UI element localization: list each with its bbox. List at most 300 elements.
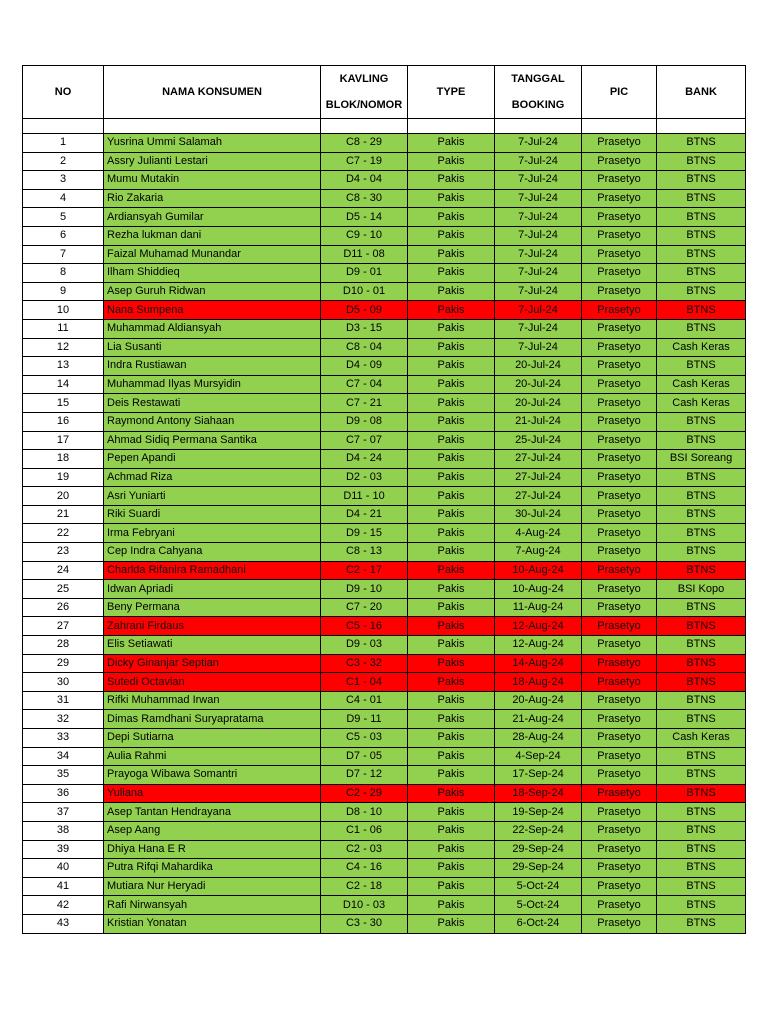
spacer-row — [23, 119, 746, 134]
cell-type: Pakis — [408, 394, 495, 413]
cell-nama-konsumen: Pepen Apandi — [104, 450, 321, 469]
cell-type: Pakis — [408, 803, 495, 822]
table-row — [23, 189, 746, 208]
cell-kavling: D7 - 05 — [321, 747, 408, 766]
cell-kavling: C9 - 10 — [321, 226, 408, 245]
cell-no: 28 — [23, 636, 104, 655]
cell-type: Pakis — [408, 617, 495, 636]
cell-no: 4 — [23, 189, 104, 208]
cell-kavling: C3 - 32 — [321, 654, 408, 673]
cell-nama-konsumen: Achmad Riza — [104, 468, 321, 487]
cell-kavling: C7 - 07 — [321, 431, 408, 450]
cell-bank: BTNS — [657, 264, 746, 283]
table-row — [23, 580, 746, 599]
cell-nama-konsumen: Asep Aang — [104, 821, 321, 840]
cell-no: 22 — [23, 524, 104, 543]
cell-type: Pakis — [408, 561, 495, 580]
cell-pic: Prasetyo — [582, 747, 657, 766]
cell-pic: Prasetyo — [582, 264, 657, 283]
cell-type: Pakis — [408, 245, 495, 264]
table-row — [23, 896, 746, 915]
cell-tanggal-booking: 11-Aug-24 — [495, 598, 582, 617]
cell-kavling: C8 - 29 — [321, 134, 408, 153]
cell-kavling: D2 - 03 — [321, 468, 408, 487]
cell-tanggal-booking: 27-Jul-24 — [495, 450, 582, 469]
header-kavling-line2: BLOK/NOMOR — [325, 99, 403, 111]
cell-type: Pakis — [408, 450, 495, 469]
table-row — [23, 450, 746, 469]
cell-tanggal-booking: 12-Aug-24 — [495, 636, 582, 655]
cell-bank: BTNS — [657, 431, 746, 450]
cell-bank: BSI Soreang — [657, 450, 746, 469]
table-row — [23, 710, 746, 729]
cell-no: 20 — [23, 487, 104, 506]
cell-type: Pakis — [408, 431, 495, 450]
table-row — [23, 319, 746, 338]
cell-tanggal-booking: 7-Jul-24 — [495, 152, 582, 171]
header-type: TYPE — [408, 66, 495, 119]
header-tanggal-line1: TANGGAL — [511, 73, 565, 85]
cell-no: 40 — [23, 859, 104, 878]
cell-no: 19 — [23, 468, 104, 487]
cell-kavling: D9 - 11 — [321, 710, 408, 729]
cell-tanggal-booking: 4-Aug-24 — [495, 524, 582, 543]
cell-pic: Prasetyo — [582, 505, 657, 524]
cell-kavling: D4 - 09 — [321, 357, 408, 376]
cell-pic: Prasetyo — [582, 412, 657, 431]
cell-no: 26 — [23, 598, 104, 617]
cell-type: Pakis — [408, 766, 495, 785]
cell-bank: Cash Keras — [657, 338, 746, 357]
cell-pic: Prasetyo — [582, 840, 657, 859]
cell-tanggal-booking: 20-Jul-24 — [495, 375, 582, 394]
table-row — [23, 691, 746, 710]
cell-kavling: C3 - 30 — [321, 914, 408, 933]
spacer-cell — [408, 119, 495, 134]
cell-tanggal-booking: 21-Aug-24 — [495, 710, 582, 729]
cell-kavling: C7 - 19 — [321, 152, 408, 171]
cell-no: 39 — [23, 840, 104, 859]
cell-no: 1 — [23, 134, 104, 153]
table-row — [23, 431, 746, 450]
cell-tanggal-booking: 21-Jul-24 — [495, 412, 582, 431]
cell-type: Pakis — [408, 487, 495, 506]
cell-type: Pakis — [408, 524, 495, 543]
cell-bank: BTNS — [657, 487, 746, 506]
cell-tanggal-booking: 20-Jul-24 — [495, 394, 582, 413]
cell-bank: BTNS — [657, 710, 746, 729]
cell-pic: Prasetyo — [582, 710, 657, 729]
cell-pic: Prasetyo — [582, 394, 657, 413]
cell-tanggal-booking: 7-Jul-24 — [495, 264, 582, 283]
header-row — [23, 66, 746, 119]
cell-bank: BTNS — [657, 654, 746, 673]
cell-bank: BTNS — [657, 784, 746, 803]
table-row — [23, 375, 746, 394]
table-row — [23, 914, 746, 933]
cell-pic: Prasetyo — [582, 450, 657, 469]
cell-no: 7 — [23, 245, 104, 264]
cell-bank: BTNS — [657, 171, 746, 190]
cell-kavling: C7 - 20 — [321, 598, 408, 617]
cell-tanggal-booking: 22-Sep-24 — [495, 821, 582, 840]
cell-nama-konsumen: Yusrina Ummi Salamah — [104, 134, 321, 153]
cell-tanggal-booking: 29-Sep-24 — [495, 840, 582, 859]
cell-pic: Prasetyo — [582, 319, 657, 338]
table-row — [23, 840, 746, 859]
cell-no: 11 — [23, 319, 104, 338]
cell-nama-konsumen: Asep Guruh Ridwan — [104, 282, 321, 301]
cell-type: Pakis — [408, 821, 495, 840]
cell-nama-konsumen: Lia Susanti — [104, 338, 321, 357]
cell-tanggal-booking: 6-Oct-24 — [495, 914, 582, 933]
table-row — [23, 524, 746, 543]
table-row — [23, 245, 746, 264]
cell-tanggal-booking: 7-Aug-24 — [495, 543, 582, 562]
cell-kavling: C5 - 16 — [321, 617, 408, 636]
table-row — [23, 729, 746, 748]
cell-tanggal-booking: 25-Jul-24 — [495, 431, 582, 450]
cell-pic: Prasetyo — [582, 859, 657, 878]
cell-bank: BTNS — [657, 896, 746, 915]
cell-pic: Prasetyo — [582, 357, 657, 376]
cell-kavling: C2 - 29 — [321, 784, 408, 803]
cell-tanggal-booking: 7-Jul-24 — [495, 171, 582, 190]
cell-type: Pakis — [408, 747, 495, 766]
cell-pic: Prasetyo — [582, 208, 657, 227]
cell-type: Pakis — [408, 282, 495, 301]
cell-bank: BTNS — [657, 282, 746, 301]
table-row — [23, 636, 746, 655]
cell-nama-konsumen: Dicky Ginanjar Septian — [104, 654, 321, 673]
cell-no: 27 — [23, 617, 104, 636]
spacer-cell — [582, 119, 657, 134]
cell-nama-konsumen: Kristian Yonatan — [104, 914, 321, 933]
cell-no: 30 — [23, 673, 104, 692]
cell-nama-konsumen: Indra Rustiawan — [104, 357, 321, 376]
cell-bank: BTNS — [657, 914, 746, 933]
cell-type: Pakis — [408, 710, 495, 729]
cell-tanggal-booking: 10-Aug-24 — [495, 561, 582, 580]
cell-kavling: C1 - 04 — [321, 673, 408, 692]
cell-no: 5 — [23, 208, 104, 227]
cell-type: Pakis — [408, 580, 495, 599]
cell-kavling: D9 - 10 — [321, 580, 408, 599]
cell-bank: BTNS — [657, 505, 746, 524]
cell-kavling: D4 - 04 — [321, 171, 408, 190]
table-row — [23, 877, 746, 896]
cell-bank: BTNS — [657, 673, 746, 692]
cell-pic: Prasetyo — [582, 673, 657, 692]
table-row — [23, 282, 746, 301]
cell-kavling: D9 - 08 — [321, 412, 408, 431]
cell-bank: Cash Keras — [657, 729, 746, 748]
cell-type: Pakis — [408, 840, 495, 859]
cell-nama-konsumen: Deis Restawati — [104, 394, 321, 413]
cell-pic: Prasetyo — [582, 189, 657, 208]
cell-kavling: C2 - 17 — [321, 561, 408, 580]
cell-nama-konsumen: Muhammad Ilyas Mursyidin — [104, 375, 321, 394]
cell-type: Pakis — [408, 152, 495, 171]
cell-tanggal-booking: 5-Oct-24 — [495, 896, 582, 915]
cell-no: 13 — [23, 357, 104, 376]
table-row — [23, 394, 746, 413]
booking-table — [22, 65, 746, 934]
cell-type: Pakis — [408, 673, 495, 692]
cell-bank: BTNS — [657, 301, 746, 320]
cell-nama-konsumen: Charlda Rifanira Ramadhani — [104, 561, 321, 580]
cell-no: 15 — [23, 394, 104, 413]
cell-nama-konsumen: Rezha lukman dani — [104, 226, 321, 245]
cell-tanggal-booking: 28-Aug-24 — [495, 729, 582, 748]
cell-pic: Prasetyo — [582, 636, 657, 655]
cell-bank: Cash Keras — [657, 394, 746, 413]
cell-no: 35 — [23, 766, 104, 785]
cell-tanggal-booking: 19-Sep-24 — [495, 803, 582, 822]
cell-no: 2 — [23, 152, 104, 171]
cell-type: Pakis — [408, 468, 495, 487]
table-row — [23, 487, 746, 506]
cell-tanggal-booking: 7-Jul-24 — [495, 245, 582, 264]
cell-nama-konsumen: Assry Julianti Lestari — [104, 152, 321, 171]
cell-nama-konsumen: Ilham Shiddieq — [104, 264, 321, 283]
cell-bank: BTNS — [657, 561, 746, 580]
table-row — [23, 561, 746, 580]
cell-pic: Prasetyo — [582, 766, 657, 785]
cell-type: Pakis — [408, 877, 495, 896]
table-row — [23, 617, 746, 636]
table-row — [23, 171, 746, 190]
cell-nama-konsumen: Aulia Rahmi — [104, 747, 321, 766]
cell-tanggal-booking: 12-Aug-24 — [495, 617, 582, 636]
cell-bank: BTNS — [657, 821, 746, 840]
cell-nama-konsumen: Faizal Muhamad Munandar — [104, 245, 321, 264]
cell-pic: Prasetyo — [582, 524, 657, 543]
cell-nama-konsumen: Irma Febryani — [104, 524, 321, 543]
cell-type: Pakis — [408, 654, 495, 673]
cell-tanggal-booking: 27-Jul-24 — [495, 468, 582, 487]
cell-type: Pakis — [408, 729, 495, 748]
cell-nama-konsumen: Dimas Ramdhani Suryapratama — [104, 710, 321, 729]
cell-kavling: C1 - 06 — [321, 821, 408, 840]
cell-nama-konsumen: Riki Suardi — [104, 505, 321, 524]
cell-type: Pakis — [408, 896, 495, 915]
cell-bank: BTNS — [657, 598, 746, 617]
table-row — [23, 412, 746, 431]
spacer-cell — [657, 119, 746, 134]
cell-bank: BTNS — [657, 691, 746, 710]
cell-nama-konsumen: Zahrani Firdaus — [104, 617, 321, 636]
cell-nama-konsumen: Muhammad Aldiansyah — [104, 319, 321, 338]
cell-kavling: C8 - 13 — [321, 543, 408, 562]
cell-kavling: C8 - 30 — [321, 189, 408, 208]
cell-no: 34 — [23, 747, 104, 766]
cell-tanggal-booking: 10-Aug-24 — [495, 580, 582, 599]
cell-nama-konsumen: Dhiya Hana E R — [104, 840, 321, 859]
cell-kavling: D3 - 15 — [321, 319, 408, 338]
cell-nama-konsumen: Idwan Apriadi — [104, 580, 321, 599]
cell-nama-konsumen: Nana Sumpena — [104, 301, 321, 320]
cell-nama-konsumen: Rafi Nirwansyah — [104, 896, 321, 915]
cell-no: 42 — [23, 896, 104, 915]
cell-tanggal-booking: 20-Jul-24 — [495, 357, 582, 376]
cell-kavling: D8 - 10 — [321, 803, 408, 822]
cell-pic: Prasetyo — [582, 431, 657, 450]
cell-no: 43 — [23, 914, 104, 933]
cell-tanggal-booking: 20-Aug-24 — [495, 691, 582, 710]
cell-tanggal-booking: 5-Oct-24 — [495, 877, 582, 896]
cell-nama-konsumen: Ahmad Sidiq Permana Santika — [104, 431, 321, 450]
cell-pic: Prasetyo — [582, 468, 657, 487]
spacer-cell — [495, 119, 582, 134]
cell-pic: Prasetyo — [582, 877, 657, 896]
cell-no: 21 — [23, 505, 104, 524]
cell-tanggal-booking: 7-Jul-24 — [495, 134, 582, 153]
table-row — [23, 264, 746, 283]
cell-tanggal-booking: 30-Jul-24 — [495, 505, 582, 524]
table-row — [23, 598, 746, 617]
cell-bank: BSI Kopo — [657, 580, 746, 599]
cell-pic: Prasetyo — [582, 226, 657, 245]
cell-no: 10 — [23, 301, 104, 320]
cell-nama-konsumen: Raymond Antony Siahaan — [104, 412, 321, 431]
header-bank: BANK — [657, 66, 746, 119]
table-row — [23, 784, 746, 803]
cell-pic: Prasetyo — [582, 282, 657, 301]
cell-kavling: D9 - 01 — [321, 264, 408, 283]
cell-kavling: D5 - 14 — [321, 208, 408, 227]
cell-nama-konsumen: Rifki Muhammad Irwan — [104, 691, 321, 710]
header-kavling-line1: KAVLING — [339, 73, 389, 85]
cell-type: Pakis — [408, 208, 495, 227]
cell-tanggal-booking: 29-Sep-24 — [495, 859, 582, 878]
cell-nama-konsumen: Rio Zakaria — [104, 189, 321, 208]
cell-bank: BTNS — [657, 617, 746, 636]
cell-type: Pakis — [408, 134, 495, 153]
cell-nama-konsumen: Mumu Mutakin — [104, 171, 321, 190]
cell-nama-konsumen: Asep Tantan Hendrayana — [104, 803, 321, 822]
cell-bank: BTNS — [657, 189, 746, 208]
table-body — [23, 134, 746, 934]
cell-kavling: D7 - 12 — [321, 766, 408, 785]
header-kavling — [321, 66, 408, 119]
cell-nama-konsumen: Beny Permana — [104, 598, 321, 617]
cell-pic: Prasetyo — [582, 134, 657, 153]
cell-no: 31 — [23, 691, 104, 710]
header-no: NO — [23, 66, 104, 119]
cell-no: 24 — [23, 561, 104, 580]
cell-tanggal-booking: 7-Jul-24 — [495, 282, 582, 301]
cell-kavling: C8 - 04 — [321, 338, 408, 357]
cell-bank: Cash Keras — [657, 375, 746, 394]
cell-no: 3 — [23, 171, 104, 190]
header-pic: PIC — [582, 66, 657, 119]
cell-tanggal-booking: 7-Jul-24 — [495, 338, 582, 357]
cell-bank: BTNS — [657, 877, 746, 896]
cell-nama-konsumen: Sutedi Octavian — [104, 673, 321, 692]
cell-bank: BTNS — [657, 208, 746, 227]
cell-pic: Prasetyo — [582, 487, 657, 506]
table-row — [23, 673, 746, 692]
table-row — [23, 543, 746, 562]
table-row — [23, 134, 746, 153]
cell-pic: Prasetyo — [582, 821, 657, 840]
cell-tanggal-booking: 7-Jul-24 — [495, 319, 582, 338]
cell-pic: Prasetyo — [582, 617, 657, 636]
cell-no: 36 — [23, 784, 104, 803]
cell-nama-konsumen: Depi Sutiarna — [104, 729, 321, 748]
cell-pic: Prasetyo — [582, 691, 657, 710]
cell-tanggal-booking: 27-Jul-24 — [495, 487, 582, 506]
table-row — [23, 821, 746, 840]
cell-no: 25 — [23, 580, 104, 599]
cell-pic: Prasetyo — [582, 729, 657, 748]
spacer-cell — [321, 119, 408, 134]
cell-kavling: C7 - 04 — [321, 375, 408, 394]
cell-kavling: C4 - 16 — [321, 859, 408, 878]
cell-pic: Prasetyo — [582, 784, 657, 803]
cell-bank: BTNS — [657, 152, 746, 171]
cell-type: Pakis — [408, 784, 495, 803]
cell-pic: Prasetyo — [582, 654, 657, 673]
cell-nama-konsumen: Mutiara Nur Heryadi — [104, 877, 321, 896]
cell-pic: Prasetyo — [582, 245, 657, 264]
cell-pic: Prasetyo — [582, 375, 657, 394]
cell-pic: Prasetyo — [582, 803, 657, 822]
cell-bank: BTNS — [657, 636, 746, 655]
table-row — [23, 859, 746, 878]
cell-tanggal-booking: 17-Sep-24 — [495, 766, 582, 785]
cell-kavling: D9 - 15 — [321, 524, 408, 543]
cell-no: 23 — [23, 543, 104, 562]
cell-kavling: C5 - 03 — [321, 729, 408, 748]
table-row — [23, 468, 746, 487]
cell-pic: Prasetyo — [582, 543, 657, 562]
cell-tanggal-booking: 14-Aug-24 — [495, 654, 582, 673]
cell-type: Pakis — [408, 598, 495, 617]
cell-kavling: D10 - 03 — [321, 896, 408, 915]
cell-type: Pakis — [408, 636, 495, 655]
table-row — [23, 208, 746, 227]
cell-bank: BTNS — [657, 766, 746, 785]
cell-bank: BTNS — [657, 543, 746, 562]
cell-kavling: C2 - 18 — [321, 877, 408, 896]
header-tanggal-booking — [495, 66, 582, 119]
cell-pic: Prasetyo — [582, 598, 657, 617]
table-row — [23, 766, 746, 785]
cell-type: Pakis — [408, 338, 495, 357]
table-row — [23, 226, 746, 245]
cell-bank: BTNS — [657, 412, 746, 431]
cell-nama-konsumen: Elis Setiawati — [104, 636, 321, 655]
cell-type: Pakis — [408, 319, 495, 338]
cell-type: Pakis — [408, 914, 495, 933]
cell-bank: BTNS — [657, 840, 746, 859]
cell-no: 12 — [23, 338, 104, 357]
cell-kavling: D4 - 24 — [321, 450, 408, 469]
cell-no: 8 — [23, 264, 104, 283]
cell-no: 41 — [23, 877, 104, 896]
cell-no: 6 — [23, 226, 104, 245]
cell-bank: BTNS — [657, 859, 746, 878]
cell-nama-konsumen: Ardiansyah Gumilar — [104, 208, 321, 227]
cell-tanggal-booking: 4-Sep-24 — [495, 747, 582, 766]
cell-type: Pakis — [408, 505, 495, 524]
cell-type: Pakis — [408, 357, 495, 376]
cell-tanggal-booking: 7-Jul-24 — [495, 208, 582, 227]
cell-pic: Prasetyo — [582, 301, 657, 320]
cell-pic: Prasetyo — [582, 171, 657, 190]
